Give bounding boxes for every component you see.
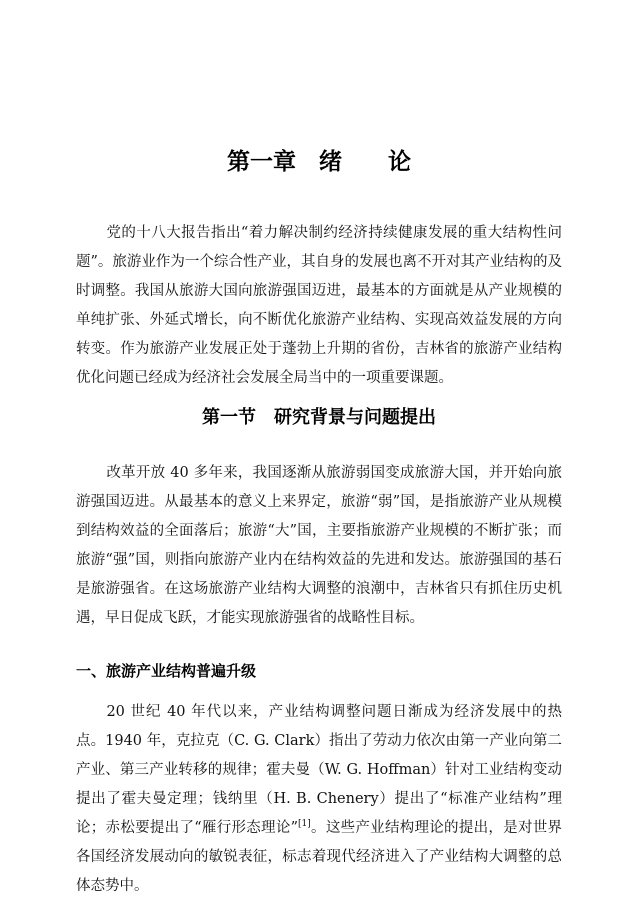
chapter-title: 第一章 绪 论 [227,148,411,175]
subsection-title: 一、旅游产业结构普遍升级 [76,662,257,680]
paragraph-theory-text: 20 世纪 40 年代以来，产业结构调整问题日渐成为经济发展中的热点。1940 年，克拉克（C. G. Clark）指出了劳动力依次由第一产业向第二产业、第三产业转移的规律；霍夫曼（W. G. Hoffman）针对工业结构变动提出了霍夫曼定理；钱纳里（H. B. Chenery）提出了“标准产业结构”理论；赤松要提出了“雁行形态理论” [76,704,562,836]
paragraph-theory-text-continued: 。这些产业结构理论的提出，是对世界各国经济发展动向的敏锐表征，标志着现代经济进入了产业结构大调整的总体态势中。 [76,820,563,894]
paragraph-background: 改革开放 40 多年来，我国逐渐从旅游弱国变成旅游大国，并开始向旅游强国迈进。从最基本的意义上来界定，旅游“弱”国，是指旅游产业从规模到结构效益的全面落后；旅游“大”国，主要指旅游产业规模的不断扩张；而旅游“强”国，则指向旅游产业内在结构效益的先进和发达。旅游强国的基石是旅游强省。在这场旅游产业结构大调整的浪潮中，吉林省只有抓住历史机遇，早日促成飞跃，才能实现旅游强省的战略性目标。 [76,465,562,626]
paragraph-intro: 党的十八大报告指出“着力解决制约经济持续健康发展的重大结构性问题”。旅游业作为一个综合性产业，其自身的发展也离不开对其产业结构的及时调整。我国从旅游大国向旅游强国迈进，最基本的方面就是从产业规模的单纯扩张、外延式增长，向不断优化旅游产业结构、实现高效益发展的方向转变。作为旅游产业发展正处于蓬勃上升期的省份，吉林省的旅游产业结构优化问题已经成为经济社会发展全局当中的一项重要课题。 [76,225,562,386]
section-title: 第一节 研究背景与问题提出 [202,407,436,428]
footnote-ref-1: [1] [298,819,311,830]
paragraph-theory [76,698,562,901]
